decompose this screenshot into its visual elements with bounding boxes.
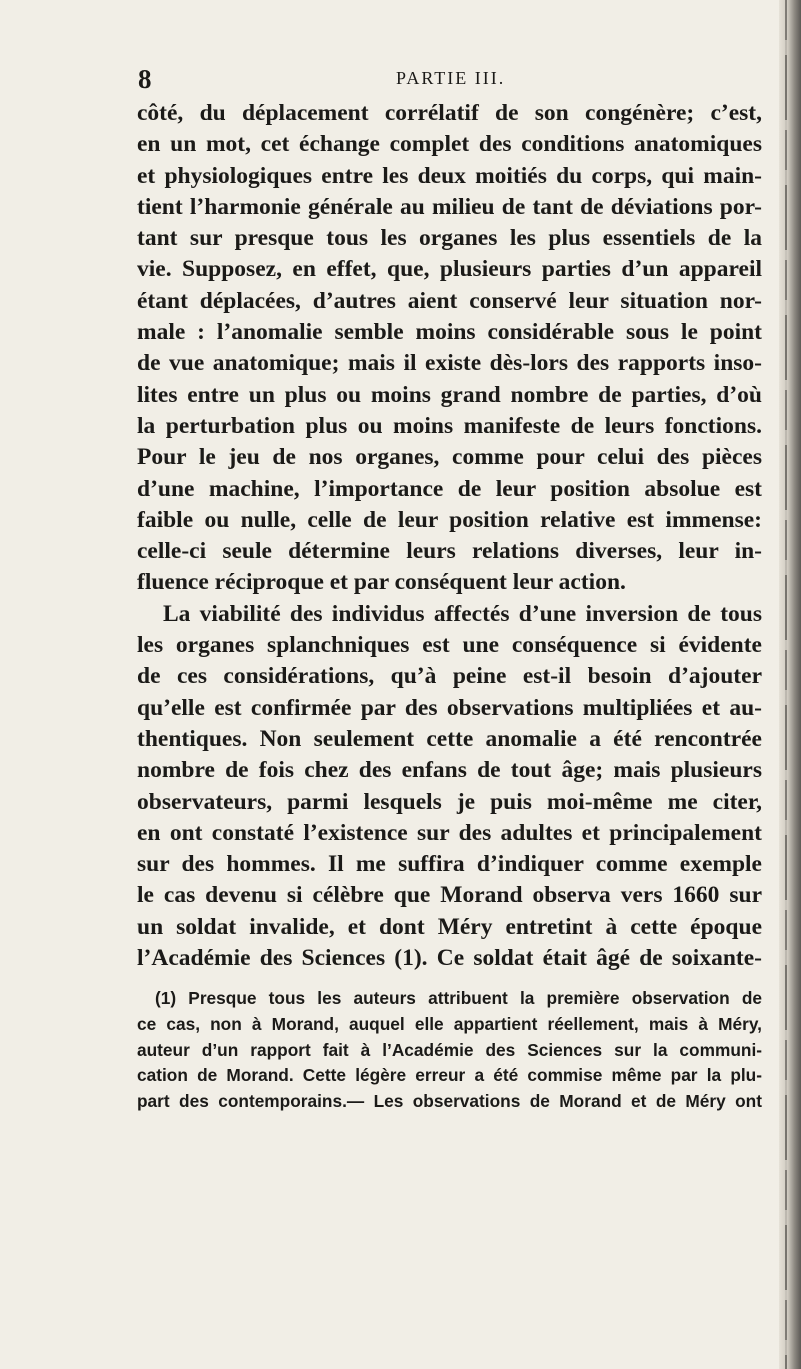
body-line: fluence réciproque et par conséquent leur action. [137, 569, 626, 596]
footnote-line: ce cas, non à Morand, auquel elle appartient réellement, mais à Méry, [137, 1013, 762, 1034]
body-line: de ces considérations, qu’à peine est-il besoin d’ajouter [137, 663, 762, 690]
body-line: de vue anatomique; mais il existe dès-lors des rapports inso- [137, 350, 762, 377]
body-text [137, 98, 762, 974]
footnote-line: part des contemporains.— Les observations de Morand et de Méry ont [137, 1091, 762, 1112]
body-line: la perturbation plus ou moins manifeste de leurs fonctions. [137, 412, 762, 439]
body-line: thentiques. Non seulement cette anomalie a été rencontrée [137, 725, 762, 752]
body-line: d’une machine, l’importance de leur position absolue est [137, 475, 762, 502]
body-line: celle-ci seule détermine leurs relations diverses, leur in- [137, 538, 762, 565]
body-line: sur des hommes. Il me suffira d’indiquer comme exemple [137, 851, 762, 878]
body-line: étant déplacées, d’autres aient conservé leur situation nor- [137, 287, 762, 314]
running-head [138, 64, 758, 94]
page-number: 8 [138, 64, 153, 94]
body-line: les organes splanchniques est une conséquence si évidente [137, 632, 762, 659]
page-binding-edge [779, 0, 801, 1369]
footnote-line: cation de Morand. Cette légère erreur a été commise même par la plu- [137, 1065, 762, 1086]
body-line: tient l’harmonie générale au milieu de tant de déviations por- [137, 193, 762, 220]
body-line: qu’elle est confirmée par des observations multipliées et au- [137, 694, 762, 721]
footnote [137, 986, 762, 1115]
body-line: Pour le jeu de nos organes, comme pour celui des pièces [137, 444, 762, 471]
body-line: male : l’anomalie semble moins considérable sous le point [137, 319, 762, 346]
part-title: PARTIE III. [396, 68, 506, 88]
footnote-line: auteur d’un rapport fait à l’Académie des Sciences sur la communi- [137, 1039, 762, 1060]
body-line: un soldat invalide, et dont Méry entretint à cette époque [137, 913, 762, 940]
body-line: faible ou nulle, celle de leur position relative est immense: [137, 506, 762, 533]
body-line: La viabilité des individus affectés d’une inversion de tous [163, 600, 762, 627]
body-line: tant sur presque tous les organes les plus essentiels de la [137, 225, 762, 252]
body-line: lites entre un plus ou moins grand nombre de parties, d’où [137, 381, 762, 408]
body-line: nombre de fois chez des enfans de tout âge; mais plusieurs [137, 757, 762, 784]
footnote-line: (1) Presque tous les auteurs attribuent la première observation de [155, 988, 762, 1008]
body-line: en un mot, cet échange complet des conditions anatomiques [137, 131, 762, 158]
body-line: vie. Supposez, en effet, que, plusieurs parties d’un appareil [137, 256, 762, 283]
body-line: en ont constaté l’existence sur des adultes et principalement [137, 819, 762, 846]
body-line: et physiologiques entre les deux moitiés du corps, qui main- [137, 162, 762, 189]
body-line: le cas devenu si célèbre que Morand observa vers 1660 sur [137, 882, 762, 909]
body-line: observateurs, parmi lesquels je puis moi-même me citer, [137, 788, 762, 815]
body-line: l’Académie des Sciences (1). Ce soldat était âgé de soixante- [137, 945, 762, 972]
body-line: côté, du déplacement corrélatif de son congénère; c’est, [137, 100, 762, 126]
